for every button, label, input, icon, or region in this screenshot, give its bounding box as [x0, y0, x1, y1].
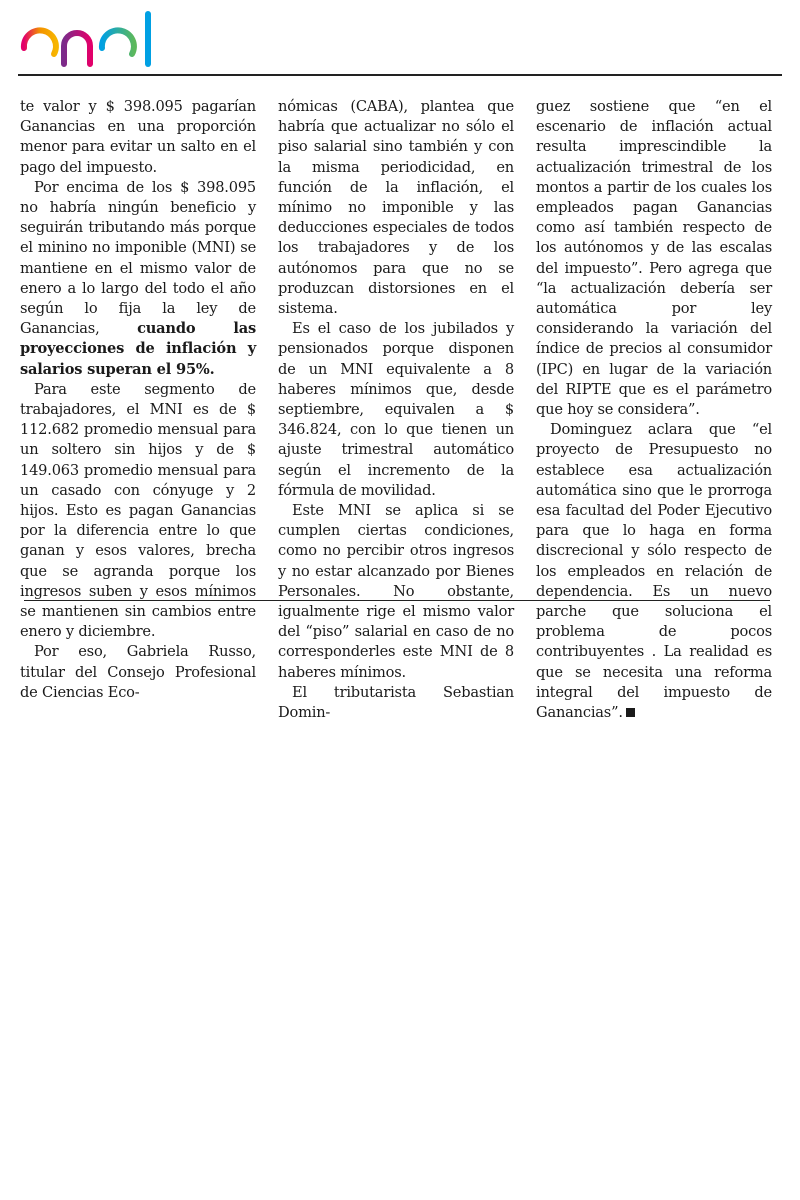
paragraph	[20, 178, 256, 380]
paragraph: Para este segmento de trabajadores, el MNI es de $ 112.682 promedio mensual para un soltero sin hijos y de $ 149.063 promedio mensual para un casado con cónyuge y 2 hijos. Esto es pagan Ganancias por la diferencia entre lo que ganan y esos valores, brecha que se agranda porque los ingresos suben y esos mínimos se mantienen sin cambios entre enero y diciembre.	[20, 380, 256, 641]
paragraph: Este MNI se aplica si se cumplen ciertas condiciones, como no percibir otros ingresos y no estar alcanzado por Bienes Personales. No obstante, igualmente rige el mismo valor del “piso” salarial en caso de no corresponderles este MNI de 8 haberes mínimos.	[278, 502, 514, 681]
paragraph-text: Dominguez aclara que “el proyecto de Presupuesto no establece esa actualización automática sino que le prorroga esa facultad del Poder Ejecutivo para que lo haga en forma discrecional y sólo respecto de los empleados en relación de dependencia. Es un nuevo parche que soluciona el problema de pocos contribuyentes . La realidad es que se necesita una reforma integral del impuesto de Ganancias”.	[536, 421, 772, 722]
paragraph: Por eso, Gabriela Russo, titular del Consejo Profesional de Ciencias Eco-	[20, 643, 256, 701]
paragraph: Es el caso de los jubilados y pensionados porque disponen de un MNI equivalente a 8 haberes mínimos que, desde septiembre, equivalen a $ 346.824, con lo que tienen un ajuste trimestral automático según el incremento de la fórmula de movilidad.	[278, 320, 514, 499]
column-3	[536, 97, 772, 723]
article-body	[20, 97, 772, 723]
column-1	[20, 97, 256, 723]
paragraph: nómicas (CABA), plantea que habría que actualizar no sólo el piso salarial sino también y con la misma periodicidad, en función de la inflación, el mínimo no imponible y las deducciones especiales de todos los trabajadores y de los autónomos para que no se produzcan distorsiones en el sistema.	[278, 98, 514, 318]
paragraph: te valor y $ 398.095 pagarían Ganancias en una proporción menor para evitar un salto en el pago del impuesto.	[20, 98, 256, 176]
header-divider	[18, 74, 782, 76]
column-2	[278, 97, 514, 723]
paragraph: El tributarista Sebastian Domin-	[278, 683, 514, 722]
paragraph: guez sostiene que “en el escenario de inflación actual resulta imprescindible la actualización trimestral de los montos a partir de los cuales los empleados pagan Ganancias como así también respecto de los autónomos y de las escalas del impuesto”. Pero agrega que “la actualización debería ser automática por ley considerando la variación del índice de precios al consumidor (IPC) en lugar de la variación del RIPTE que es el parámetro que hoy se considera”.	[536, 98, 772, 419]
paragraph	[536, 420, 772, 723]
paragraph-text: Por encima de los $ 398.095 no habría ningún beneficio y seguirán tributando más porque el minino no imponible (MNI) se mantiene en el mismo valor de enero a lo largo del todo el año según lo fija la ley de Ganancias,	[20, 178, 256, 338]
footer-divider	[24, 600, 770, 601]
enel-logo	[18, 8, 168, 68]
bold-highlight: cuando las proyecciones de inflación y salarios superan el 95%.	[20, 320, 256, 378]
end-of-article-icon	[626, 708, 635, 717]
